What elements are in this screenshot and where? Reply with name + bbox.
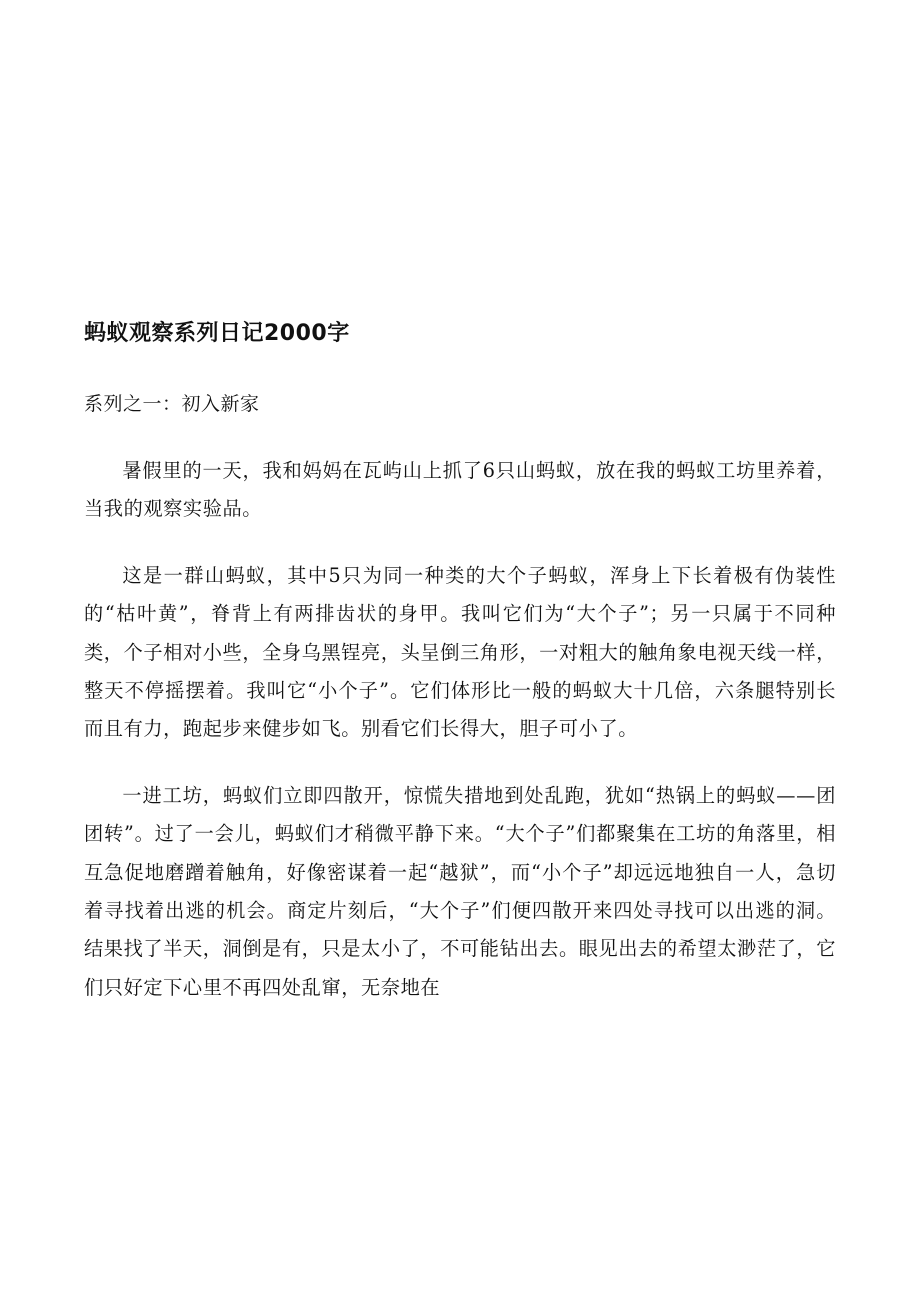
- document-page: [84, 312, 836, 1007]
- paragraph-1: 暑假里的一天，我和妈妈在瓦屿山上抓了6只山蚂蚁，放在我的蚂蚁工坊里养着，当我的观察实验品。: [84, 459, 836, 521]
- section-heading: 系列之一：初入新家: [84, 393, 260, 415]
- document-title: 蚂蚁观察系列日记2000字: [84, 321, 350, 346]
- paragraph-3: 一进工坊，蚂蚁们立即四散开，惊慌失措地到处乱跑，犹如“热锅上的蚂蚁——团团转”。过了一会儿，蚂蚁们才稍微平静下来。“大个子”们都聚集在工坊的角落里，相互急促地磨蹭着触角，好像密谋着一起“越狱”，而“小个子”却远远地独自一人，急切着寻找着出逃的机会。商定片刻后，“大个子”们便四散开来四处寻找可以出逃的洞。结果找了半天，洞倒是有，只是太小了，不可能钻出去。眼见出去的希望太渺茫了，它们只好定下心里不再四处乱窜，无奈地在: [84, 783, 836, 999]
- paragraph-2: 这是一群山蚂蚁，其中5只为同一种类的大个子蚂蚁，浑身上下长着极有伪装性的“枯叶黄”，脊背上有两排齿状的身甲。我叫它们为“大个子”；另一只属于不同种类，个子相对小些，全身乌黑锃亮，头呈倒三角形，一对粗大的触角象电视天线一样，整天不停摇摆着。我叫它“小个子”。它们体形比一般的蚂蚁大十几倍，六条腿特别长而且有力，跑起步来健步如飞。别看它们长得大，胆子可小了。: [84, 563, 836, 741]
